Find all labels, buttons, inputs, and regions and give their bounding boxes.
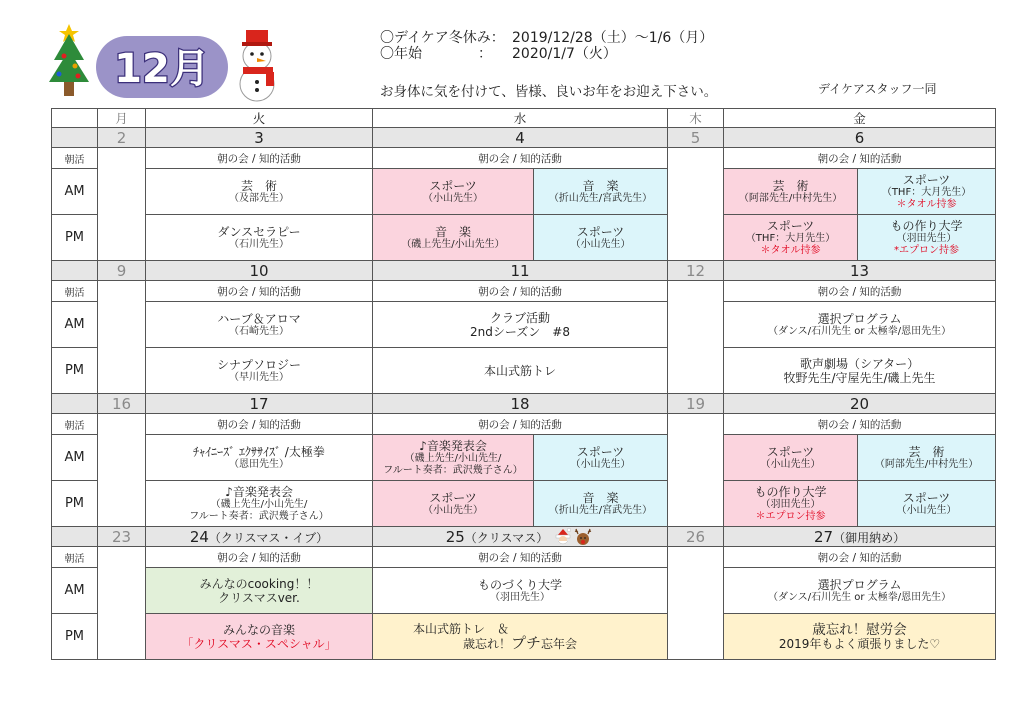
activity-teacher: （小山先生） <box>423 504 483 516</box>
activity-cell <box>534 169 668 215</box>
activity-title: 歌声劇場（シアター） <box>799 356 920 371</box>
activity-title: 芸 術 <box>772 178 809 193</box>
weekday-thu: 木 <box>668 109 724 128</box>
activity-teacher: （阿部先生/中村先生） <box>738 192 843 204</box>
date-tue: 17 <box>146 394 373 414</box>
date-row <box>52 394 996 414</box>
activity-teacher: （羽田先生） <box>896 232 957 244</box>
pm-label: PM <box>52 614 98 660</box>
thu-closed-cell <box>668 414 724 527</box>
activity-teacher: （及部先生） <box>229 192 289 204</box>
activity-cell <box>724 435 858 481</box>
date-tue: 3 <box>146 128 373 148</box>
date-mon: 23 <box>98 527 146 547</box>
asa-row <box>52 148 996 169</box>
activity-morning: 朝の会 / 知的活動 <box>373 281 668 302</box>
activity-line2 <box>373 636 667 651</box>
activity-morning: 朝の会 / 知的活動 <box>373 148 668 169</box>
activity-teacher: （石崎先生） <box>229 325 289 337</box>
date-tue <box>146 527 373 547</box>
activity-morning: 朝の会 / 知的活動 <box>373 414 668 435</box>
activity-cell <box>724 169 858 215</box>
activity-title: スポーツ <box>766 444 815 459</box>
activity-title: 本山式筋トレ <box>484 363 557 378</box>
activity-morning: 朝の会 / 知的活動 <box>146 281 373 302</box>
activity-teacher: （小山先生） <box>423 192 483 204</box>
greeting: お身体に気を付けて、皆様、良いお年をお迎え下さい。 <box>380 84 718 100</box>
activity-teacher: （阿部先生/中村先生） <box>874 458 979 470</box>
activity-cell <box>724 348 996 394</box>
date-row-label <box>52 128 98 148</box>
holiday-notice <box>380 30 713 62</box>
notice-key: 〇デイケア冬休み： <box>380 30 505 46</box>
date-mon: 16 <box>98 394 146 414</box>
activity-teacher: （羽田先生） <box>490 591 550 603</box>
activity-cell <box>373 481 534 527</box>
activity-note: ＊エプロン持参 <box>755 510 826 522</box>
activity-title: 音 楽 <box>434 224 471 239</box>
activity-morning: 朝の会 / 知的活動 <box>146 414 373 435</box>
activity-cell <box>858 215 996 261</box>
activity-title: ものづくり大学 <box>478 577 563 592</box>
weekday-mon: 月 <box>98 109 146 128</box>
activity-teacher: （ダンス/石川先生 or 太極拳/恩田先生） <box>767 591 952 603</box>
month-logo <box>44 20 294 106</box>
staff-signature: デイケアスタッフ一同 <box>818 82 937 96</box>
activity-note: ＊タオル持参 <box>760 244 821 256</box>
activity-title: スポーツ <box>766 218 815 233</box>
activity-title: スポーツ <box>576 444 625 459</box>
thu-closed-cell <box>668 547 724 660</box>
activity-teacher: （磯上先生/小山先生） <box>401 238 505 250</box>
reindeer-icon <box>575 529 591 545</box>
santa-reindeer-icons <box>554 528 594 546</box>
activity-title: ハーブ＆アロマ <box>217 311 301 326</box>
weekday-tue: 火 <box>146 109 373 128</box>
activity-morning: 朝の会 / 知的活動 <box>146 148 373 169</box>
am-label: AM <box>52 169 98 215</box>
christmas-tree-icon <box>49 24 89 96</box>
activity-note: *エプロン持参 <box>894 244 960 256</box>
activity-teacher: （折山先生/宮武先生） <box>548 504 653 516</box>
activity-title: みんなの音楽 <box>222 622 295 637</box>
activity-title: もの作り大学 <box>754 484 827 499</box>
activity-title: スポーツ <box>576 224 625 239</box>
date-note: （御用納め） <box>833 530 906 545</box>
activity-title: 本山式筋トレ ＆ <box>413 622 510 636</box>
date-row-label <box>52 261 98 281</box>
date-wed <box>373 527 668 547</box>
date-thu: 5 <box>668 128 724 148</box>
activity-cell <box>373 215 534 261</box>
mon-closed-cell <box>98 148 146 261</box>
activity-title: ♪音楽発表会 <box>419 438 487 453</box>
date-wed: 18 <box>373 394 668 414</box>
header <box>0 0 1024 108</box>
activity-teacher: （小山先生） <box>760 458 821 470</box>
activity-title: クラブ活動 <box>490 310 551 325</box>
activity-cell <box>146 614 373 660</box>
asa-label: 朝活 <box>52 148 98 169</box>
activity-cell <box>146 302 373 348</box>
activity-title: スポーツ <box>429 178 477 193</box>
activity-cell <box>858 481 996 527</box>
notice-key: 〇年始 ： <box>380 46 492 62</box>
weekday-fri: 金 <box>724 109 996 128</box>
activity-title: 歳忘れ！慰労会 <box>812 621 907 638</box>
activity-cell <box>373 348 668 394</box>
date-number: 25 <box>445 527 465 546</box>
mon-closed-cell <box>98 281 146 394</box>
activity-teacher: （早川先生） <box>229 371 289 383</box>
date-thu: 19 <box>668 394 724 414</box>
date-row <box>52 527 996 547</box>
activity-cell <box>858 169 996 215</box>
activity-title: 芸 術 <box>240 178 277 193</box>
asa-row <box>52 281 996 302</box>
activity-cell <box>146 215 373 261</box>
activity-line2: 2ndシーズン #8 <box>470 324 570 339</box>
notice-value: 2019/12/28（土）〜1/6（月） <box>512 30 714 46</box>
activity-title: スポーツ <box>429 490 477 505</box>
activity-cell <box>724 215 858 261</box>
notice-row <box>380 30 713 46</box>
activity-title: スポーツ <box>902 490 951 505</box>
am-label: AM <box>52 435 98 481</box>
activity-cell <box>534 215 668 261</box>
asa-label: 朝活 <box>52 281 98 302</box>
date-mon: 2 <box>98 128 146 148</box>
activity-line2-emph: プチ <box>511 634 542 652</box>
date-note: （クリスマス・イブ） <box>208 530 329 545</box>
activity-title: みんなのcooking！！ <box>199 576 319 591</box>
month-badge-label: 12月 <box>114 46 210 92</box>
activity-line2-part: 忘年会 <box>541 637 578 651</box>
activity-morning: 朝の会 / 知的活動 <box>724 281 996 302</box>
activity-line2: 牧野先生/守屋先生/磯上先生 <box>783 370 936 385</box>
date-wed: 4 <box>373 128 668 148</box>
activity-line2: 「クリスマス・スペシャル」 <box>181 636 337 651</box>
activity-title: シナプソロジー <box>216 357 301 372</box>
date-number: 27 <box>813 527 834 546</box>
am-label: AM <box>52 302 98 348</box>
activity-teacher: （折山先生/宮武先生） <box>548 192 653 204</box>
thu-closed-cell <box>668 281 724 394</box>
activity-line2-part: 歳忘れ！ <box>462 637 511 651</box>
activity-title: ダンスセラピー <box>217 224 301 239</box>
pm-label: PM <box>52 215 98 261</box>
activity-teacher: （石川先生） <box>229 238 289 250</box>
date-row-label <box>52 394 98 414</box>
activity-cell <box>373 614 668 660</box>
asa-label: 朝活 <box>52 414 98 435</box>
activity-teacher: フルート奏者：武沢幾子さん） <box>383 464 523 476</box>
am-row <box>52 302 996 348</box>
activity-line2: 2019年もよく頑張りました♡ <box>778 636 941 651</box>
pm-row <box>52 614 996 660</box>
activity-title: 音 楽 <box>582 490 619 505</box>
activity-cell <box>534 481 668 527</box>
date-tue: 10 <box>146 261 373 281</box>
activity-cell <box>534 435 668 481</box>
activity-teacher: （恩田先生） <box>229 458 289 470</box>
activity-note: ＊タオル持参 <box>896 198 957 210</box>
activity-teacher: フルート奏者：武沢幾子さん） <box>189 510 329 522</box>
activity-morning: 朝の会 / 知的活動 <box>146 547 373 568</box>
date-row-label <box>52 527 98 547</box>
santa-icon <box>556 528 571 544</box>
activity-cell <box>146 348 373 394</box>
activity-cell <box>724 481 858 527</box>
activity-morning: 朝の会 / 知的活動 <box>724 414 996 435</box>
date-fri: 6 <box>724 128 996 148</box>
date-note: （クリスマス） <box>464 530 549 545</box>
activity-morning: 朝の会 / 知的活動 <box>724 547 996 568</box>
activity-cell <box>373 169 534 215</box>
mon-closed-cell <box>98 414 146 527</box>
date-number: 24 <box>189 527 209 546</box>
calendar-table <box>51 108 996 660</box>
pm-label: PM <box>52 481 98 527</box>
date-thu: 26 <box>668 527 724 547</box>
activity-teacher: （THF：大月先生） <box>881 186 972 198</box>
activity-cell <box>373 568 668 614</box>
activity-cell <box>146 169 373 215</box>
activity-title: 選択プログラム <box>817 311 902 326</box>
activity-teacher: （小山先生） <box>896 504 957 516</box>
notice-value: 2020/1/7（火） <box>512 46 617 62</box>
activity-morning: 朝の会 / 知的活動 <box>373 547 668 568</box>
am-row <box>52 568 996 614</box>
activity-title: もの作り大学 <box>890 218 963 233</box>
activity-cell <box>724 568 996 614</box>
activity-teacher: （羽田先生） <box>760 498 821 510</box>
asa-row <box>52 547 996 568</box>
mon-closed-cell <box>98 547 146 660</box>
activity-title: ﾁｬｲﾆｰｽﾞ ｴｸｻｻｲｽﾞ /太極拳 <box>193 444 325 459</box>
activity-teacher: （磯上先生/小山先生/ <box>404 452 502 464</box>
date-thu: 12 <box>668 261 724 281</box>
weekday-wed: 水 <box>373 109 668 128</box>
activity-title: 芸 術 <box>908 444 945 459</box>
weekday-header <box>52 109 996 128</box>
date-row <box>52 261 996 281</box>
pm-label: PM <box>52 348 98 394</box>
activity-cell <box>858 435 996 481</box>
activity-cell <box>146 481 373 527</box>
am-row <box>52 435 996 481</box>
thu-closed-cell <box>668 148 724 261</box>
activity-line2: クリスマスver. <box>218 590 300 605</box>
activity-cell <box>146 568 373 614</box>
snowman-icon <box>240 30 274 101</box>
pm-row <box>52 348 996 394</box>
activity-cell <box>373 302 668 348</box>
activity-teacher: （THF：大月先生） <box>745 232 836 244</box>
activity-title: 選択プログラム <box>817 577 902 592</box>
date-row <box>52 128 996 148</box>
asa-row <box>52 414 996 435</box>
am-label: AM <box>52 568 98 614</box>
pm-row <box>52 481 996 527</box>
activity-cell <box>373 435 534 481</box>
date-mon: 9 <box>98 261 146 281</box>
activity-cell <box>724 302 996 348</box>
activity-cell <box>146 435 373 481</box>
corner-cell <box>52 109 98 128</box>
asa-label: 朝活 <box>52 547 98 568</box>
date-fri <box>724 527 996 547</box>
activity-title: ♪音楽発表会 <box>225 484 293 499</box>
activity-title: スポーツ <box>902 172 951 187</box>
activity-teacher: （小山先生） <box>570 238 631 250</box>
activity-teacher: （小山先生） <box>570 458 631 470</box>
date-fri: 20 <box>724 394 996 414</box>
activity-teacher: （ダンス/石川先生 or 太極拳/恩田先生） <box>767 325 952 337</box>
activity-morning: 朝の会 / 知的活動 <box>724 148 996 169</box>
activity-cell <box>724 614 996 660</box>
am-row <box>52 169 996 215</box>
pm-row <box>52 215 996 261</box>
activity-teacher: （磯上先生/小山先生/ <box>210 498 308 510</box>
date-wed: 11 <box>373 261 668 281</box>
date-fri: 13 <box>724 261 996 281</box>
activity-title: 音 楽 <box>582 178 619 193</box>
notice-row <box>380 46 713 62</box>
